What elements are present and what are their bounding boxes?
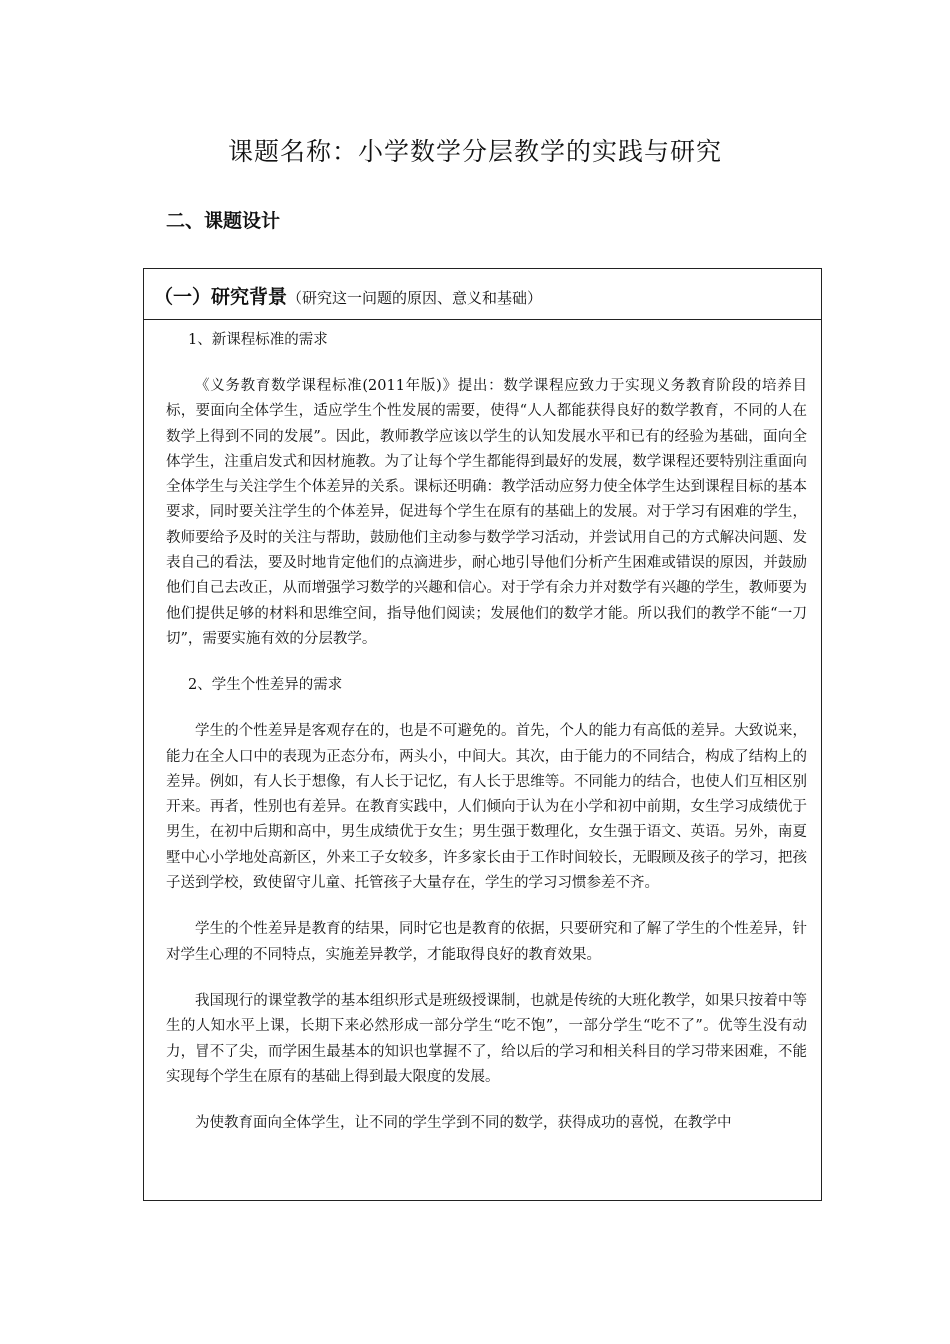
paragraph-2: 学生的个性差异是客观存在的，也是不可避免的。首先，个人的能力有高低的差异。大致说来，能力在全人口中的表现为正态分布，两头小，中间大。其次，由于能力的不同结合，构成了结构上的差异。例如，有人长于想像，有人长于记忆，有人长于思维等。不同能力的结合，也使人们互相区别开来。再者，性别也有差异。在教育实践中，人们倾向于认为在小学和初中前期，女生学习成绩优于男生，在初中后期和高中，男生成绩优于女生；男生强于数理化，女生强于语文、英语。另外，南夏墅中心小学地处高新区，外来工子女较多，许多家长由于工作时间较长，无暇顾及孩子的学习，把孩子送到学校，致使留守儿童、托管孩子大量存在，学生的学习习惯参差不齐。	[166, 723, 807, 892]
subheading-individual-differences: 2、学生个性差异的需求	[188, 677, 343, 694]
paragraph-3: 学生的个性差异是教育的结果，同时它也是教育的依据，只要研究和了解了学生的个性差异，针对学生心理的不同特点，实施差异教学，才能取得良好的教育效果。	[166, 921, 807, 963]
box-header-title: （一）研究背景	[154, 286, 288, 308]
box-header-subtitle: （研究这一问题的原因、意义和基础）	[287, 289, 543, 307]
box-header	[144, 269, 821, 320]
box-body	[144, 320, 821, 1136]
research-background-box	[143, 268, 822, 1201]
subheading-curriculum-standard: 1、新课程标准的需求	[188, 332, 328, 348]
section-heading: 二、课题设计	[166, 210, 281, 232]
paragraph-5: 为使教育面向全体学生，让不同的学生学到不同的数学，获得成功的喜悦，在教学中	[195, 1115, 732, 1132]
document-title: 课题名称：小学数学分层教学的实践与研究	[227, 137, 722, 166]
paragraph-4: 我国现行的课堂教学的基本组织形式是班级授课制，也就是传统的大班化教学，如果只按着中等生的人知水平上课，长期下来必然形成一部分学生“吃不饱”，一部分学生“吃不了”。优等生没有动力，冒不了尖，而学困生最基本的知识也掌握不了，给以后的学习和相关科目的学习带来困难，不能实现每个学生在原有的基础上得到最大限度的发展。	[166, 992, 807, 1085]
paragraph-1: 《义务教育数学课程标准(2011年版)》提出：数学课程应致力于实现义务教育阶段的培养目标，要面向全体学生，适应学生个性发展的需要，使得“人人都能获得良好的数学教育，不同的人在数学上得到不同的发展”。因此，教师教学应该以学生的认知发展水平和已有的经验为基础，面向全体学生，注重启发式和因材施教。为了让每个学生都能得到最好的发展，数学课程还要特别注重面向全体学生与关注学生个体差异的关系。课标还明确：教学活动应努力使全体学生达到课程目标的基本要求，同时要关注学生的个体差异，促进每个学生在原有的基础上的发展。对于学习有困难的学生，教师要给予及时的关注与帮助，鼓励他们主动参与数学学习活动，并尝试用自己的方式解决问题、发表自己的看法，要及时地肯定他们的点滴进步，耐心地引导他们分析产生困难或错误的原因，并鼓励他们自己去改正，从而增强学习数学的兴趣和信心。对于学有余力并对数学有兴趣的学生，教师要为他们提供足够的材料和思维空间，指导他们阅读；发展他们的数学才能。所以我们的教学不能“一刀切”，需要实施有效的分层教学。	[166, 378, 807, 647]
